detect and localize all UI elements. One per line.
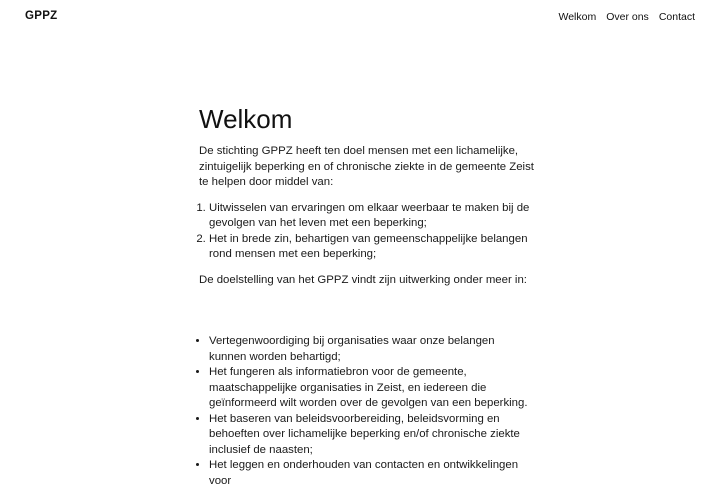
activities-list	[199, 334, 534, 489]
activity-item: • Het leggen en onderhouden van contacten en ontwikkelingen voor	[209, 458, 534, 489]
nav-link-welkom[interactable]: Welkom	[558, 11, 597, 23]
top-navigation-bar	[0, 0, 720, 36]
goal-item: 2. Het in brede zin, behartigen van gemeenschappelijke belangen rond mensen met een beperking;	[209, 232, 534, 263]
main-nav	[558, 11, 695, 23]
elaboration-intro: De doelstelling van het GPPZ vindt zijn uitwerking onder meer in:	[199, 273, 527, 286]
main-content	[199, 103, 534, 499]
spacer	[199, 298, 534, 334]
intro-paragraph: De stichting GPPZ heeft ten doel mensen met een lichamelijke, zintuigelijk beperking en of chronische ziekte in de gemeente Zeist te helpen door middel van:	[199, 145, 534, 188]
nav-link-over-ons[interactable]: Over ons	[606, 11, 649, 23]
activity-item: • Vertegenwoordiging bij organisaties waar onze belangen kunnen worden behartigd;	[209, 334, 534, 365]
site-logo[interactable]: GPPZ	[25, 10, 58, 22]
page-title: Welkom	[199, 104, 293, 134]
activity-item: • Het baseren van beleidsvoorbereiding, beleidsvorming en behoeften over lichamelijke beperking en/of chronische ziekte inclusief de naasten;	[209, 412, 534, 459]
goal-item: 1. Uitwisselen van ervaringen om elkaar weerbaar te maken bij de gevolgen van het leven met een beperking;	[209, 201, 534, 232]
goals-list	[199, 201, 534, 263]
activity-item: • Het fungeren als informatiebron voor de gemeente, maatschappelijke organisaties in Zeist, en iedereen die geïnformeerd wilt worden over de gevolgen van een beperking.	[209, 365, 534, 412]
nav-link-contact[interactable]: Contact	[658, 11, 695, 23]
